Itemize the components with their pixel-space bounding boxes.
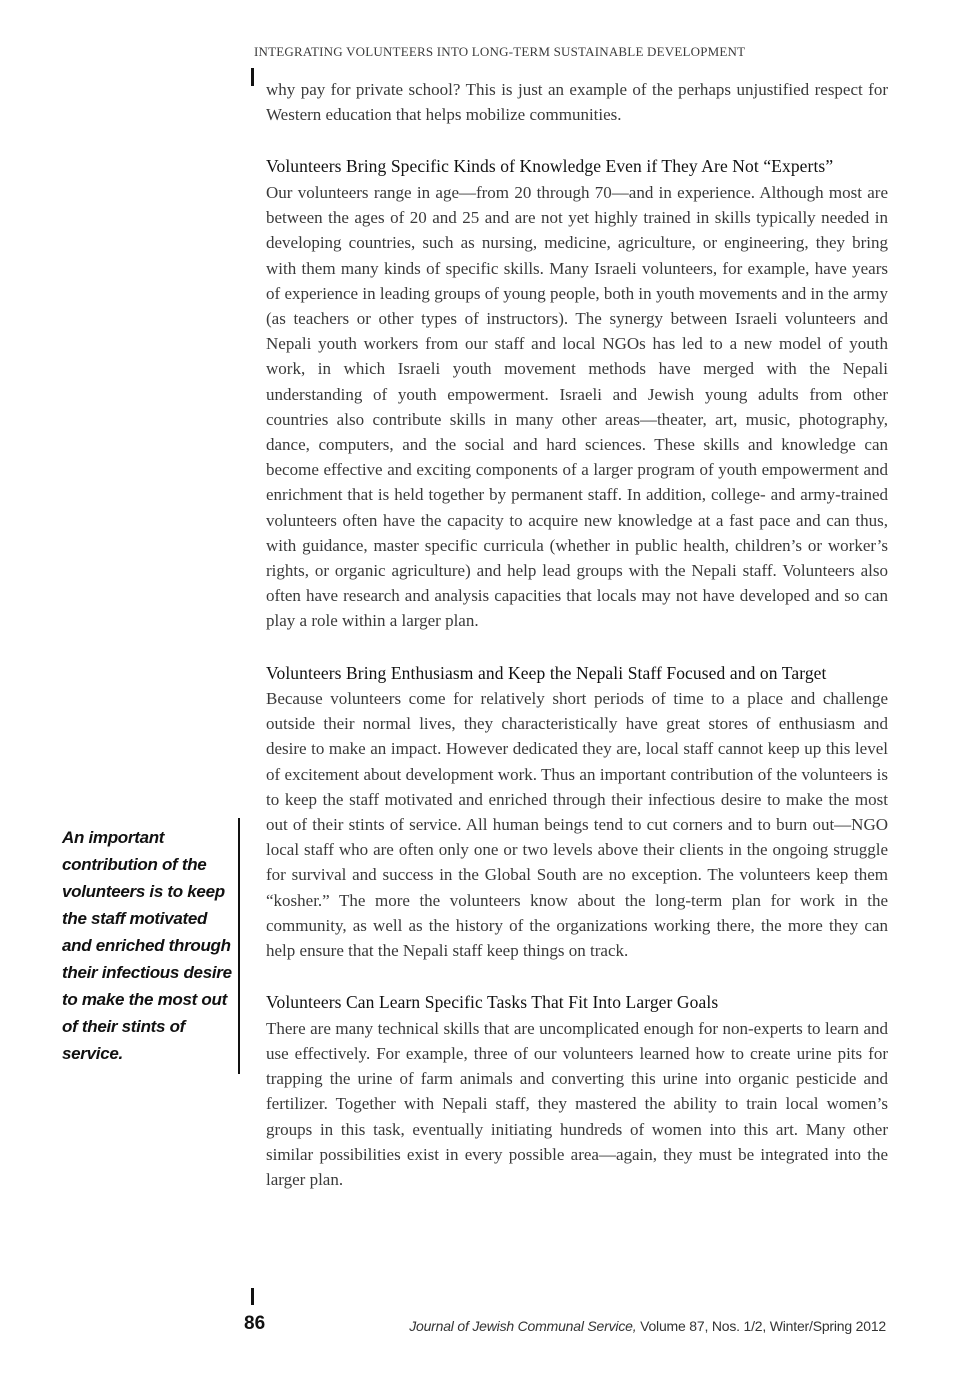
- running-head: INTEGRATING VOLUNTEERS INTO LONG-TERM SUSTAINABLE DEVELOPMENT: [254, 44, 746, 59]
- body-column: [266, 77, 888, 1192]
- issue-info: Volume 87, Nos. 1/2, Winter/Spring 2012: [636, 1318, 886, 1334]
- pull-quote-rule: [238, 818, 240, 1074]
- section-tasks: [266, 989, 888, 1192]
- section-heading: Volunteers Bring Specific Kinds of Knowledge Even if They Are Not “Experts”: [266, 156, 834, 177]
- pull-quote: An important contribution of the volunteers is to keep the staff motivated and enriched through their infectious desire to make the most out of their stints of service.: [62, 828, 232, 1063]
- section-body: There are many technical skills that are uncomplicated enough for non-experts to learn and use effectively. For example, three of our volunteers learned how to create urine pits for trapping the urine of farm animals and converting this urine into organic pesticide and fertilizer. Together with Nepali staff, they mastered the ability to train local women’s groups in this task, eventually initiating hundreds of women into this art. Many other similar possibilities exist in every possible area—again, they must be integrated into the larger plan.: [266, 1018, 888, 1190]
- footer-citation: [409, 1318, 886, 1334]
- journal-title: Journal of Jewish Communal Service,: [409, 1318, 637, 1334]
- section-knowledge: [266, 153, 888, 633]
- section-heading: Volunteers Can Learn Specific Tasks That Fit Into Larger Goals: [266, 992, 719, 1013]
- section-body: Because volunteers come for relatively short periods of time to a place and challenge outside their normal lives, they characteristically have great stores of enthusiasm and desire to make an impact. However dedicated they are, local staff cannot keep up this level of excitement about development work. Thus an important contribution of the volunteers is to keep the staff motivated and enriched through their infectious desire to make the most out of their stints of service. All human beings tend to cut corners and to burn out—NGO local staff who are often only one or two levels above their clients in the ongoing struggle for survival and success in the Global South are no exception. The volunteers keep them “kosher.” The more the volunteers know about the long-term plan for work in the community, as well as the history of the organizations working there, the more they can help ensure that the Nepali staff keep things on track.: [266, 689, 888, 961]
- section-enthusiasm: [266, 660, 888, 964]
- opening-paragraph: why pay for private school? This is just an example of the perhaps unjustified respect for Western education that helps mobilize communities.: [266, 80, 888, 125]
- bottom-rule: [251, 1288, 254, 1305]
- section-body: Our volunteers range in age—from 20 through 70—and in experience. Although most are between the ages of 20 and 25 and are not yet highly trained in skills typically needed in developing countries, such as nursing, medicine, agriculture, or engineering, they bring with them many kinds of specific skills. Many Israeli volunteers, for example, have years of experience in leading groups of young people, both in youth movements and in the army (as teachers or other types of instructors). The synergy between Israeli volunteers and Nepali youth workers from our staff and local NGOs has led to a new model of youth work, in which Israeli youth movement methods have merged with the Nepali understanding of youth empowerment. Israeli and Jewish young adults from other countries also contribute skills in many other areas—theater, art, music, photography, dance, computers, and the social and hard sciences. These skills and knowledge can become effective and exciting components of a larger program of youth empowerment and enrichment that is held together by permanent staff. In addition, college- and army-trained volunteers often have the capacity to acquire new knowledge at a fast pace and can thus, with guidance, master specific curricula (whether in public health, children’s or worker’s rights, or organic agriculture) and help lead groups with the Nepali staff. Volunteers also often have research and analysis capacities that locals may not have developed and so can play a role within a larger plan.: [266, 182, 888, 631]
- top-rule: [251, 68, 254, 86]
- section-heading: Volunteers Bring Enthusiasm and Keep the Nepali Staff Focused and on Target: [266, 662, 827, 683]
- page-number: 86: [244, 1313, 266, 1334]
